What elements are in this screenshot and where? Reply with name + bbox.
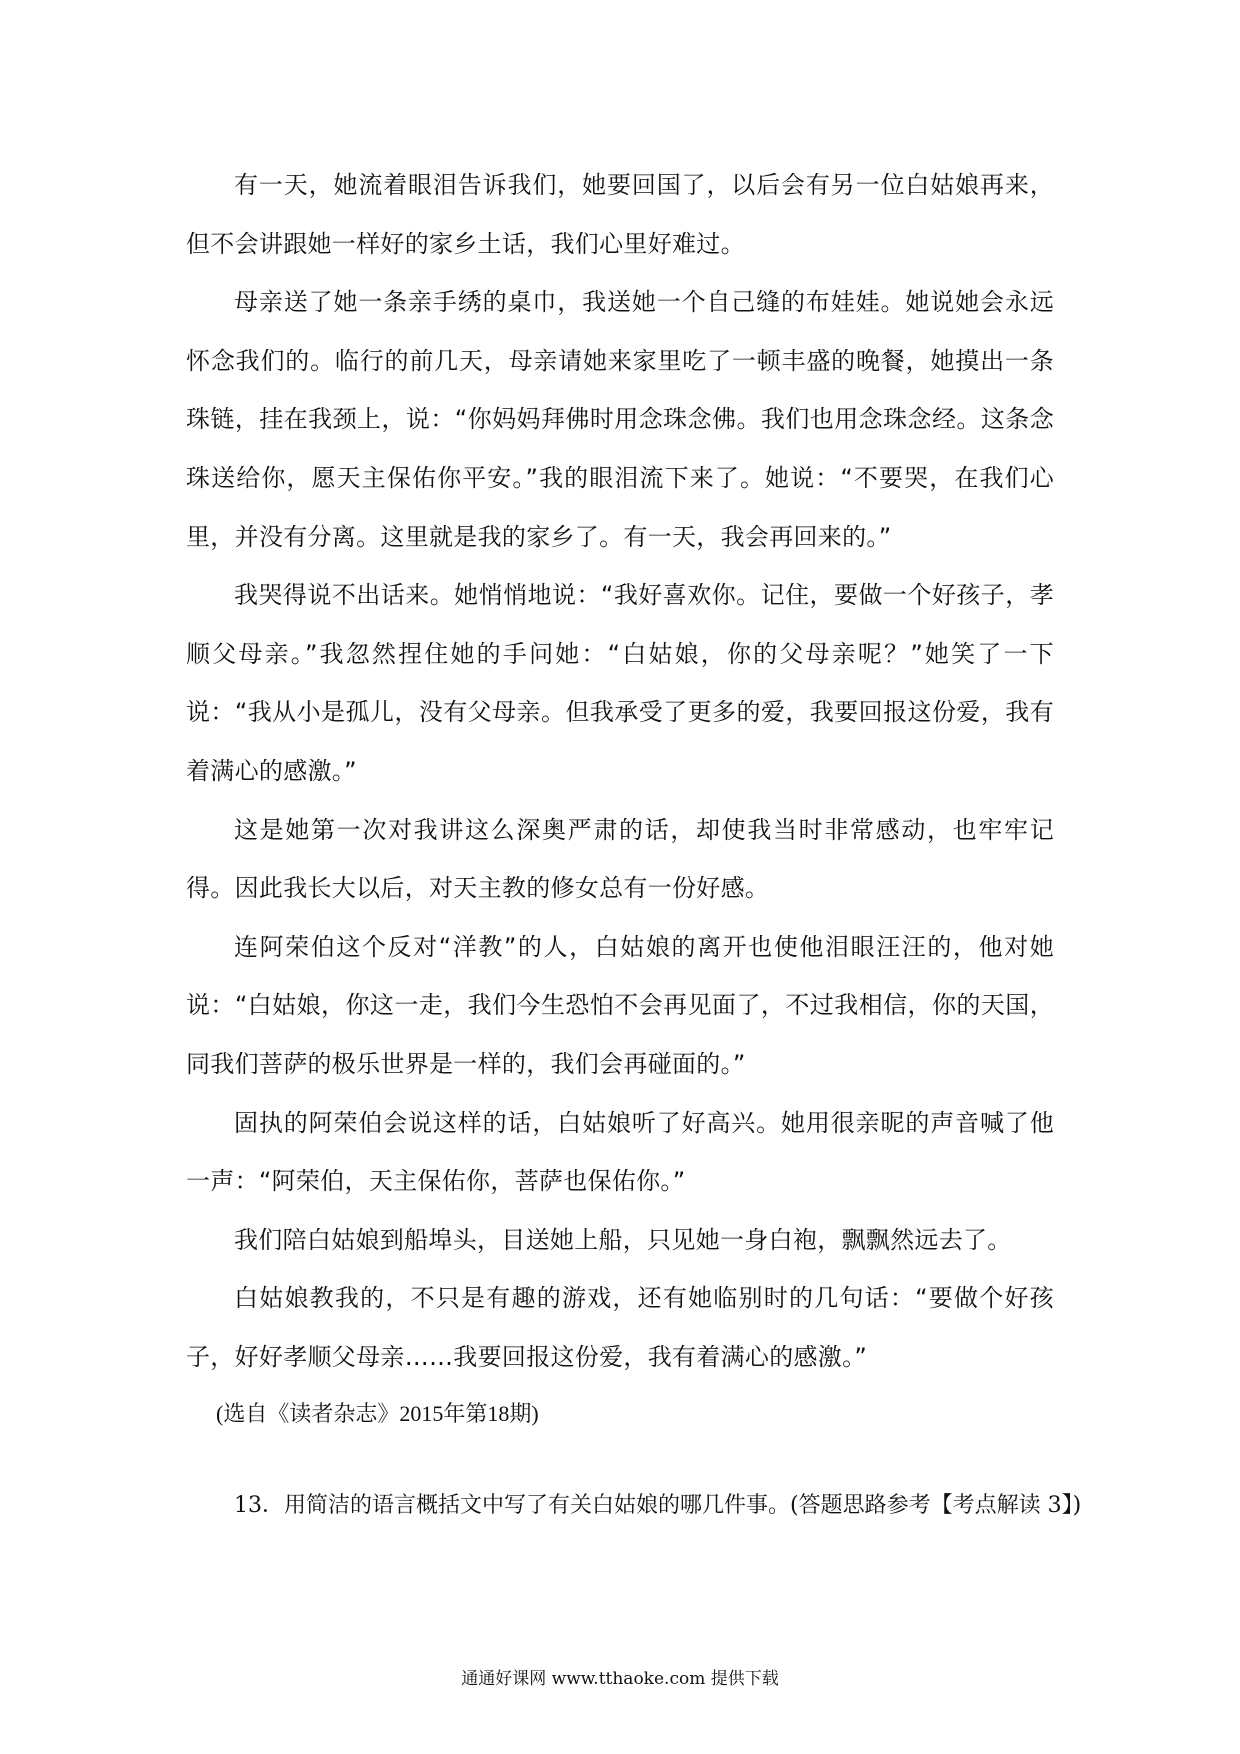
article-paragraph: 固执的阿荣伯会说这样的话，白姑娘听了好高兴。她用很亲昵的声音喊了他一声：“阿荣伯，天主保佑你，菩萨也保佑你。” — [186, 1108, 1054, 1196]
article-paragraph: 我哭得说不出话来。她悄悄地说：“我好喜欢你。记住，要做一个好孩子，孝顺父母亲。”我忽然捏住她的手问她：“白姑娘，你的父母亲呢？”她笑了一下说：“我从小是孤儿，没有父母亲。但我承受了更多的爱，我要回报这份爱，我有着满心的感激。” — [186, 581, 1054, 785]
question-13: 13．用简洁的语言概括文中写了有关白姑娘的哪几件事。(答题思路参考【考点解读 3】) — [234, 1493, 1082, 1519]
footer-download-notice: 通通好课网 www.tthaoke.com 提供下载 — [461, 1669, 779, 1689]
article-paragraph: 白姑娘教我的，不只是有趣的游戏，还有她临别时的几句话：“要做个好孩子，好好孝顺父母亲……我要回报这份爱，我有着满心的感激。” — [186, 1284, 1054, 1371]
article-body — [186, 156, 1082, 1526]
article-paragraph: 有一天，她流着眼泪告诉我们，她要回国了，以后会有另一位白姑娘再来，但不会讲跟她一样好的家乡土话，我们心里好难过。 — [186, 171, 1054, 258]
article-source-citation: (选自《读者杂志》2015年第18期) — [216, 1401, 539, 1427]
article-paragraph: 我们陪白姑娘到船埠头，目送她上船，只见她一身白袍，飘飘然远去了。 — [234, 1225, 1012, 1254]
article-paragraph: 连阿荣伯这个反对“洋教”的人，白姑娘的离开也使他泪眼汪汪的，他对她说：“白姑娘，你这一走，我们今生恐怕不会再见面了，不过我相信，你的天国，同我们菩萨的极乐世界是一样的，我们会再碰面的。” — [186, 932, 1054, 1078]
article-paragraph: 母亲送了她一条亲手绣的桌巾，我送她一个自己缝的布娃娃。她说她会永远怀念我们的。临行的前几天，母亲请她来家里吃了一顿丰盛的晚餐，她摸出一条珠链，挂在我颈上，说：“你妈妈拜佛时用念珠念佛。我们也用念珠念经。这条念珠送给你，愿天主保佑你平安。”我的眼泪流下来了。她说：“不要哭，在我们心里，并没有分离。这里就是我的家乡了。有一天，我会再回来的。” — [186, 288, 1054, 551]
article-paragraph: 这是她第一次对我讲这么深奥严肃的话，却使我当时非常感动，也牢牢记得。因此我长大以后，对天主教的修女总有一份好感。 — [186, 815, 1054, 903]
